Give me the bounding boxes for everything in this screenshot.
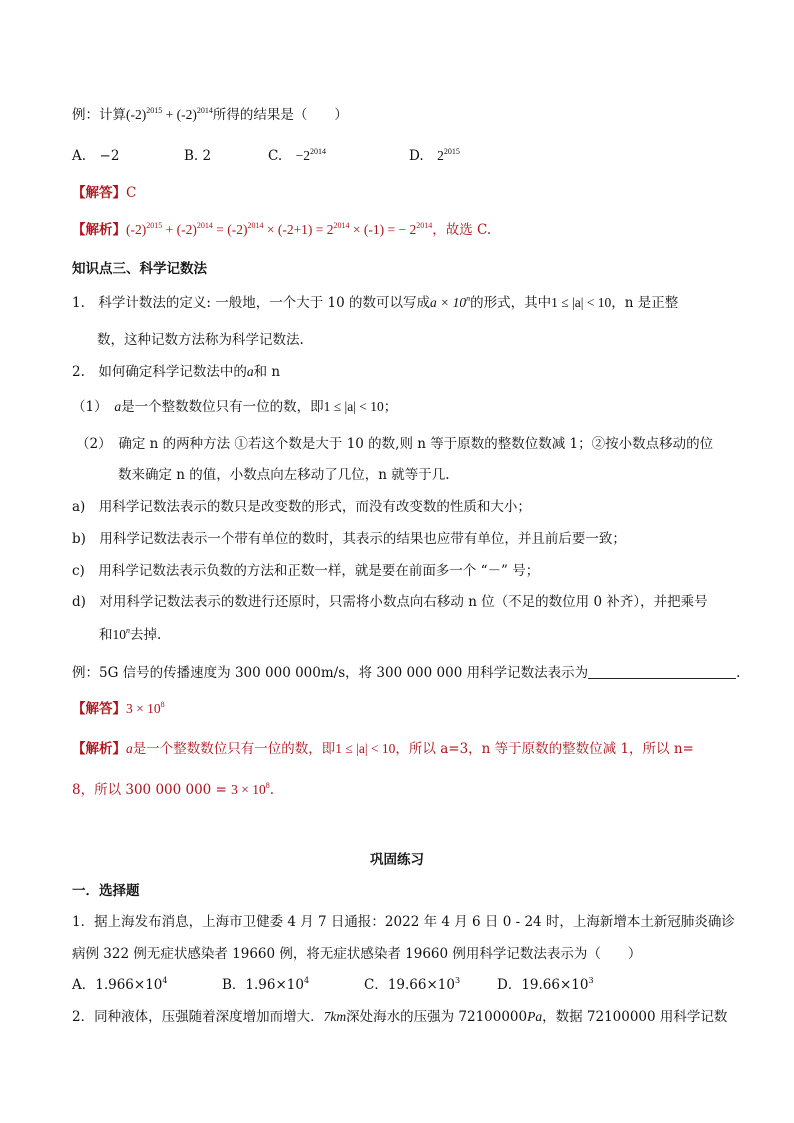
example1-option-b: B. 2 xyxy=(184,148,212,164)
example1-term1: (-2) xyxy=(126,107,147,122)
answer-label: 【解答】 xyxy=(72,701,126,717)
option-base: A．1.966×10 xyxy=(72,977,163,993)
rule-2-line-1: （2） 确定 n 的两种方法 ①若这个数是大于 10 的数,则 n 等于原数的整数位数减 1；②按小数点移动的位 xyxy=(76,436,714,452)
math-unit: Pa xyxy=(527,1009,543,1024)
example1-exp1: 2015 xyxy=(146,105,163,115)
math-exp: n xyxy=(466,293,471,303)
analysis-part: = (-2) xyxy=(212,222,248,237)
question-1-option-c xyxy=(364,976,460,994)
option-c-base: −2 xyxy=(295,148,311,163)
example2-answer xyxy=(72,700,165,718)
example1-option-c xyxy=(268,147,326,165)
math: 1 ≤ |a| < 10 xyxy=(335,741,396,756)
text: 2．同种液体，压强随着深度增加而增大． xyxy=(72,1009,324,1025)
example1-analysis xyxy=(72,221,491,239)
analysis-exp: 2014 xyxy=(333,220,350,230)
note-b: b) 用科学记数法表示一个带有单位的数时，其表示的结果也应带有单位，并且前后要一致； xyxy=(72,531,626,547)
example1-prefix: 例：计算 xyxy=(72,107,126,123)
analysis-part: × (-1) = − 2 xyxy=(349,222,417,237)
example1-term2: (-2) xyxy=(176,107,197,122)
text: 1. 科学计数法的定义: 一般地，一个大于 10 的数可以写成 xyxy=(72,295,430,311)
text: 和 n xyxy=(253,364,281,380)
question-1-line-1: 1．据上海发布消息，上海市卫健委 4 月 7 日通报：2022 年 4 月 6 日 0 - 24 时，上海新增本土新冠肺炎确诊 xyxy=(72,914,735,930)
question-1-option-b xyxy=(222,976,309,994)
rule-1 xyxy=(72,398,397,416)
option-base: C．19.66×10 xyxy=(364,977,455,993)
text: 去掉. xyxy=(130,627,162,643)
example1-question xyxy=(72,106,348,124)
analysis-part: (-2) xyxy=(126,222,147,237)
example1-option-a: A. −2 xyxy=(72,148,120,164)
option-c-label: C. xyxy=(268,148,296,164)
text: . xyxy=(269,782,275,798)
example1-plus: + xyxy=(162,107,177,122)
text: ； xyxy=(383,399,398,415)
text: 的形式，其中 xyxy=(470,295,552,311)
option-d-exp: 2015 xyxy=(443,146,460,156)
definition-line-1 xyxy=(72,294,678,312)
note-d-line-2 xyxy=(99,626,161,644)
option-c-exp: 2014 xyxy=(310,146,327,156)
example1-suffix: 所得的结果是（ ） xyxy=(212,107,348,123)
text: （1） xyxy=(72,399,115,415)
analysis-label: 【解析】 xyxy=(72,741,126,757)
section-title: 知识点三、科学记数法 xyxy=(72,261,207,277)
text: ，数据 72100000 用科学记数 xyxy=(542,1009,728,1025)
practice-title: 巩固练习 xyxy=(370,852,424,868)
math-var: a xyxy=(114,399,122,414)
note-a: a) 用科学记数法表示的数只是改变数的形式，而没有改变数的性质和大小； xyxy=(72,499,531,515)
example2-question xyxy=(72,664,740,682)
math: 1 ≤ |a| < 10 xyxy=(551,295,612,310)
practice-section-title: 一．选择题 xyxy=(72,883,140,899)
math: a × 10 xyxy=(429,295,467,310)
question-1-line-2: 病例 322 例无症状感染者 19660 例，将无症状感染者 19660 例用科学记数法表示为（ ） xyxy=(72,946,642,962)
math-unit: 7km xyxy=(323,1009,347,1024)
how-to-line xyxy=(72,363,280,381)
text: 深处海水的压强为 72100000 xyxy=(346,1009,528,1025)
analysis-exp: 2014 xyxy=(416,220,433,230)
example1-answer xyxy=(72,184,136,202)
text: ，n 是正整 xyxy=(611,295,679,311)
analysis-part: + (-2) xyxy=(162,222,197,237)
analysis-exp: 2015 xyxy=(146,220,163,230)
option-exp: 4 xyxy=(303,975,310,985)
text: 2. 如何确定科学记数法中的 xyxy=(72,364,247,380)
answer-blank xyxy=(588,664,736,679)
note-d-line-1: d) 对用科学记数法表示的数进行还原时，只需将小数点向右移动 n 位（不足的数位用 0 补齐），并把乘号 xyxy=(72,594,708,610)
math-exp: 8 xyxy=(160,699,165,709)
math-var: a xyxy=(126,741,133,756)
text: 和 xyxy=(99,627,113,643)
question-1-option-a xyxy=(72,976,167,994)
definition-line-2: 数，这种记数方法称为科学记数法. xyxy=(97,332,304,348)
example2-analysis-line-1 xyxy=(72,740,694,758)
answer-label: 【解答】 xyxy=(72,185,126,201)
text: 是一个整数数位只有一位的数，即 xyxy=(132,741,336,757)
math-var: a xyxy=(246,364,254,379)
option-exp: 4 xyxy=(162,975,168,985)
math: 3 × 10 xyxy=(126,701,161,716)
text: 8，所以 300 000 000 = xyxy=(72,782,232,798)
example1-option-d xyxy=(409,147,460,165)
note-c: c) 用科学记数法表示负数的方法和正数一样，就是要在前面多一个 “－” 号； xyxy=(72,563,540,579)
rule-2-line-2: 数来确定 n 的值，小数点向左移动了几位，n 就等于几. xyxy=(118,467,450,483)
option-base: D．19.66×10 xyxy=(497,977,589,993)
option-d-label: D. xyxy=(409,148,438,164)
text: ，所以 a=3，n 等于原数的整数位减 1，所以 n= xyxy=(395,741,694,757)
text: . xyxy=(736,665,741,681)
analysis-part: × (-2+1) = 2 xyxy=(263,222,334,237)
question-2-line-1 xyxy=(72,1008,727,1026)
text: 是一个整数数位只有一位的数，即 xyxy=(121,399,324,415)
text: 例：5G 信号的传播速度为 300 000 000m/s，将 300 000 000 用科学记数法表示为 xyxy=(72,665,589,681)
math-exp: n xyxy=(126,625,130,635)
question-1-option-d xyxy=(497,976,594,994)
analysis-part: ，故选 C. xyxy=(432,222,492,238)
answer-value: C xyxy=(126,185,137,201)
analysis-exp: 2014 xyxy=(247,220,264,230)
example1-exp2: 2014 xyxy=(196,105,213,115)
math: 1 ≤ |a| < 10 xyxy=(323,399,384,414)
option-exp: 3 xyxy=(588,975,594,985)
option-base: B．1.96×10 xyxy=(222,977,304,993)
analysis-exp: 2014 xyxy=(196,220,213,230)
option-d-base: 2 xyxy=(437,148,444,163)
math-exp: 8 xyxy=(265,780,270,790)
example2-analysis-line-2 xyxy=(72,781,274,799)
option-exp: 3 xyxy=(454,975,461,985)
analysis-label: 【解析】 xyxy=(72,222,126,238)
math: 10 xyxy=(112,627,126,642)
math: 3 × 10 xyxy=(231,782,266,797)
